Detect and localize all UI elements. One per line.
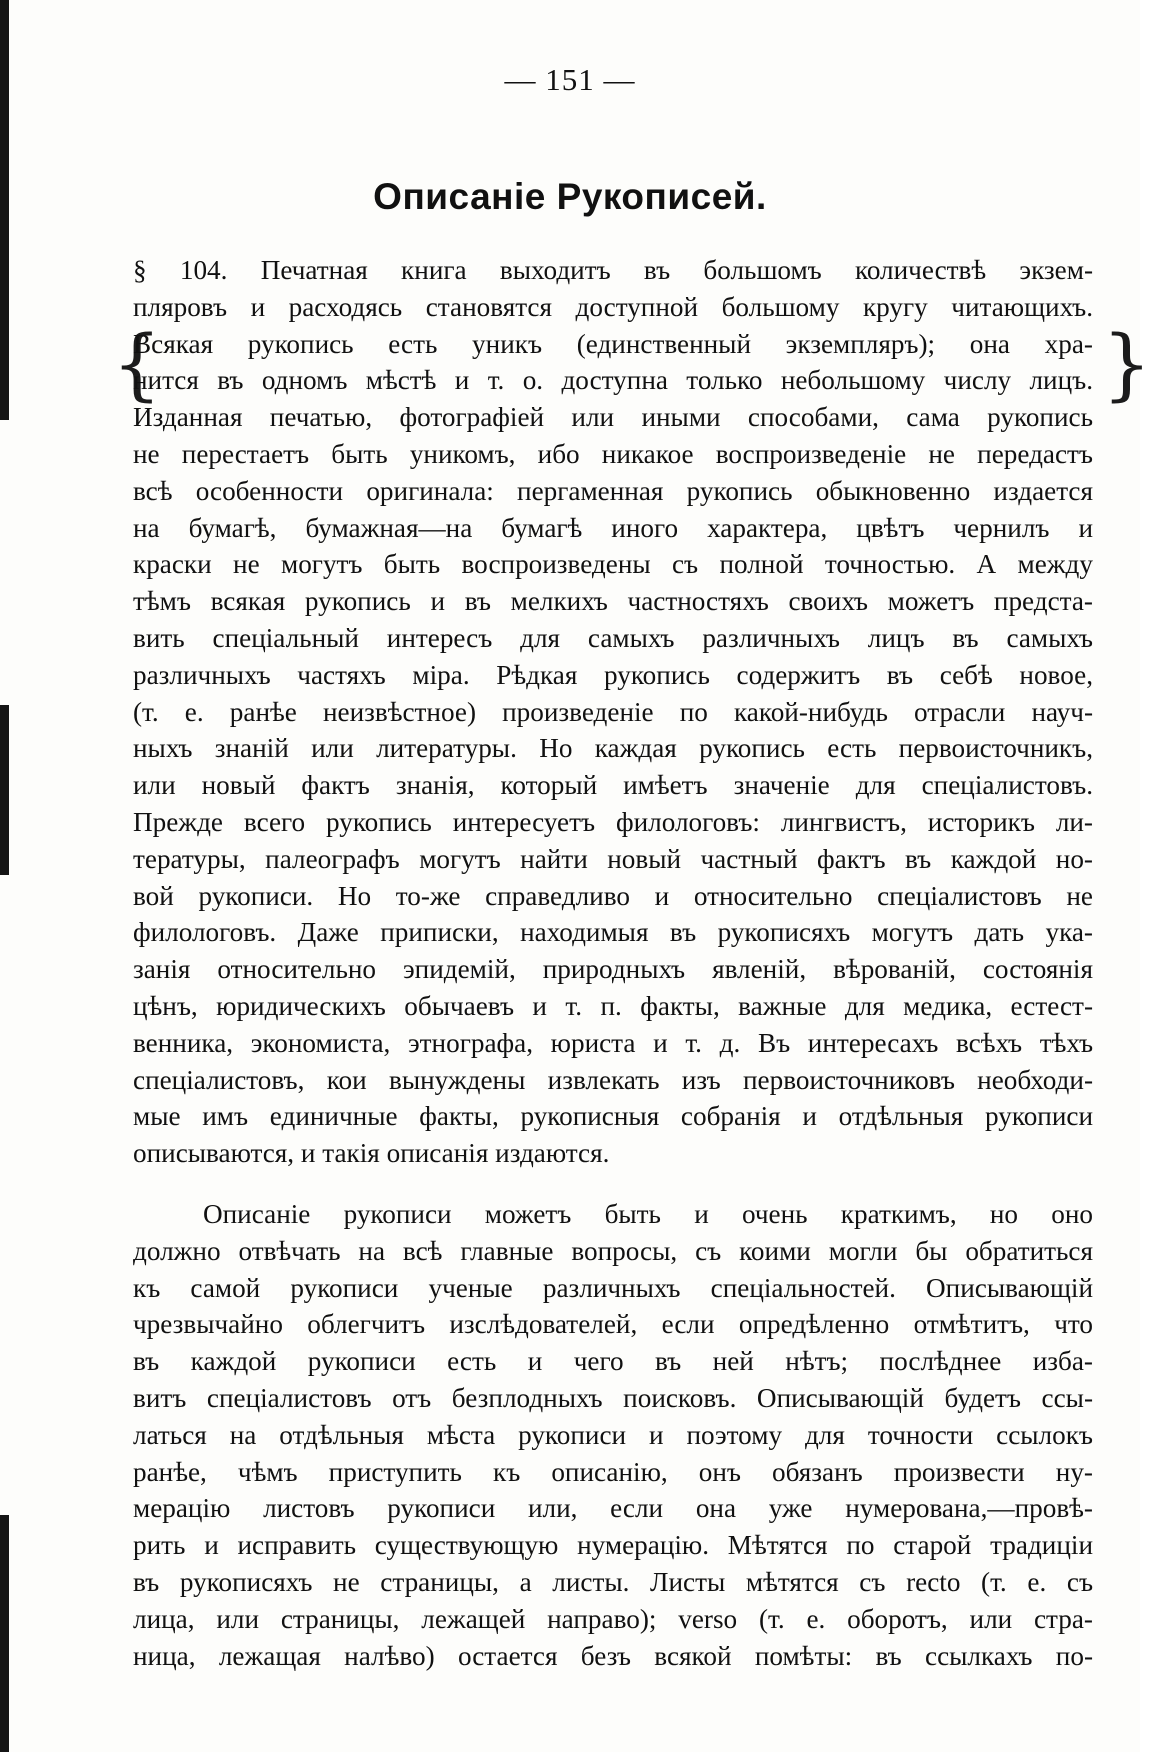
margin-brace-left: { bbox=[112, 320, 162, 410]
text-line: филологовъ. Даже приписки, находимыя въ рукописяхъ могутъ дать ука- bbox=[133, 917, 1093, 948]
margin-brace-right: } bbox=[1102, 320, 1152, 410]
text-line: вой рукописи. Но то-же справедливо и относительно спеціалистовъ не bbox=[133, 880, 1093, 911]
text-line: тературы, палеографъ могутъ найти новый частный фактъ въ каждой но- bbox=[133, 843, 1093, 874]
text-line: тѣмъ всякая рукопись и въ мелкихъ частностяхъ своихъ можетъ предста- bbox=[133, 586, 1093, 617]
paragraph-2 bbox=[133, 1196, 1093, 1674]
text-line: вить спеціальный интересъ для самыхъ различныхъ лицъ въ самыхъ bbox=[133, 622, 1093, 653]
text-line: ныхъ знаній или литературы. Но каждая рукопись есть первоисточникъ, bbox=[133, 733, 1093, 764]
text-line: ранѣе, чѣмъ приступить къ описанію, онъ обязанъ произвести ну- bbox=[133, 1456, 1093, 1487]
text-line: чрезвычайно облегчитъ изслѣдователей, если опредѣленно отмѣтитъ, что bbox=[133, 1309, 1093, 1340]
text-line: Изданная печатью, фотографіей или иными способами, сама рукопись bbox=[133, 402, 1093, 433]
text-line: описываются, и такія описанія издаются. bbox=[133, 1138, 610, 1169]
text-line: мерацію листовъ рукописи или, если она уже нумерована,—провѣ- bbox=[133, 1493, 1093, 1524]
text-line: Всякая рукопись есть уникъ (единственный экземпляръ); она хра- bbox=[133, 328, 1093, 359]
text-line: нится въ одномъ мѣстѣ и т. о. доступна только небольшому числу лицъ. bbox=[133, 365, 1093, 396]
text-line: въ каждой рукописи есть и чего въ ней нѣтъ; послѣднее избa- bbox=[133, 1346, 1093, 1377]
text-line: всѣ особенности оригинала: пергаменная рукопись обыкновенно издается bbox=[133, 475, 1093, 506]
text-line: къ самой рукописи ученые различныхъ спеціальностей. Описывающій bbox=[133, 1272, 1093, 1303]
text-line: Прежде всего рукопись интересуетъ филологовъ: лингвистъ, историкъ ли- bbox=[133, 806, 1093, 837]
scan-edge-shadow bbox=[0, 705, 9, 875]
text-line: пляровъ и расходясь становятся доступной большому кругу читающихъ. bbox=[133, 291, 1093, 322]
scan-edge-shadow bbox=[0, 1515, 9, 1752]
text-line: спеціалистовъ, кои вынуждены извлекать изъ первоисточниковъ необходи- bbox=[133, 1064, 1093, 1095]
text-line: на бумагѣ, бумажная—на бумагѣ иного характера, цвѣтъ чернилъ и bbox=[133, 512, 1093, 543]
text-line: венника, экономиста, этнографа, юриста и т. д. Въ интересахъ всѣхъ тѣхъ bbox=[133, 1027, 1093, 1058]
text-line: рить и исправить существующую нумерацію. Мѣтятся по старой традиціи bbox=[133, 1530, 1093, 1561]
text-line: ница, лежащая налѣво) остается безъ всякой помѣты: въ ссылкахъ по- bbox=[133, 1640, 1093, 1671]
text-line: не перестаетъ быть уникомъ, ибо никакое воспроизведеніе не передастъ bbox=[133, 438, 1093, 469]
text-line: цѣнъ, юридическихъ обычаевъ и т. п. факты, важные для медика, естест- bbox=[133, 990, 1093, 1021]
text-line: § 104. Печатная книга выходитъ въ большомъ количествѣ экзем- bbox=[133, 255, 1093, 285]
text-line: различныхъ частяхъ міра. Рѣдкая рукопись содержитъ въ себѣ новое, bbox=[133, 659, 1093, 690]
page-number: — 151 — bbox=[504, 62, 636, 97]
page-title: Описаніе Рукописей. bbox=[373, 176, 767, 217]
text-line: или новый фактъ знанія, который имѣетъ значеніе для спеціалистовъ. bbox=[133, 770, 1093, 801]
text-line: (т. е. ранѣе неизвѣстное) произведеніе по какой-нибудь отрасли науч- bbox=[133, 696, 1093, 727]
text-line: витъ спеціалистовъ отъ безплодныхъ поисковъ. Описывающій будетъ ссы- bbox=[133, 1382, 1093, 1413]
text-line: Описаніе рукописи можетъ быть и очень краткимъ, но оно bbox=[203, 1199, 1093, 1229]
paragraph-1 bbox=[133, 252, 1093, 1172]
text-line: въ рукописяхъ не страницы, а листы. Листы мѣтятся съ recto (т. е. съ bbox=[133, 1566, 1093, 1597]
text-line: лица, или страницы, лежащей направо); verso (т. е. оборотъ, или стра- bbox=[133, 1603, 1093, 1634]
text-line: должно отвѣчать на всѣ главные вопросы, съ коими могли бы обратиться bbox=[133, 1235, 1093, 1266]
text-line: мые имъ единичные факты, рукописныя собранія и отдѣльныя рукописи bbox=[133, 1101, 1093, 1132]
text-line: краски не могутъ быть воспроизведены съ полной точностью. А между bbox=[133, 549, 1093, 580]
text-line: занія относительно эпидемій, природныхъ явленій, вѣрованій, состоянія bbox=[133, 954, 1093, 985]
text-line: латься на отдѣльныя мѣста рукописи и поэтому для точности ссылокъ bbox=[133, 1419, 1093, 1450]
